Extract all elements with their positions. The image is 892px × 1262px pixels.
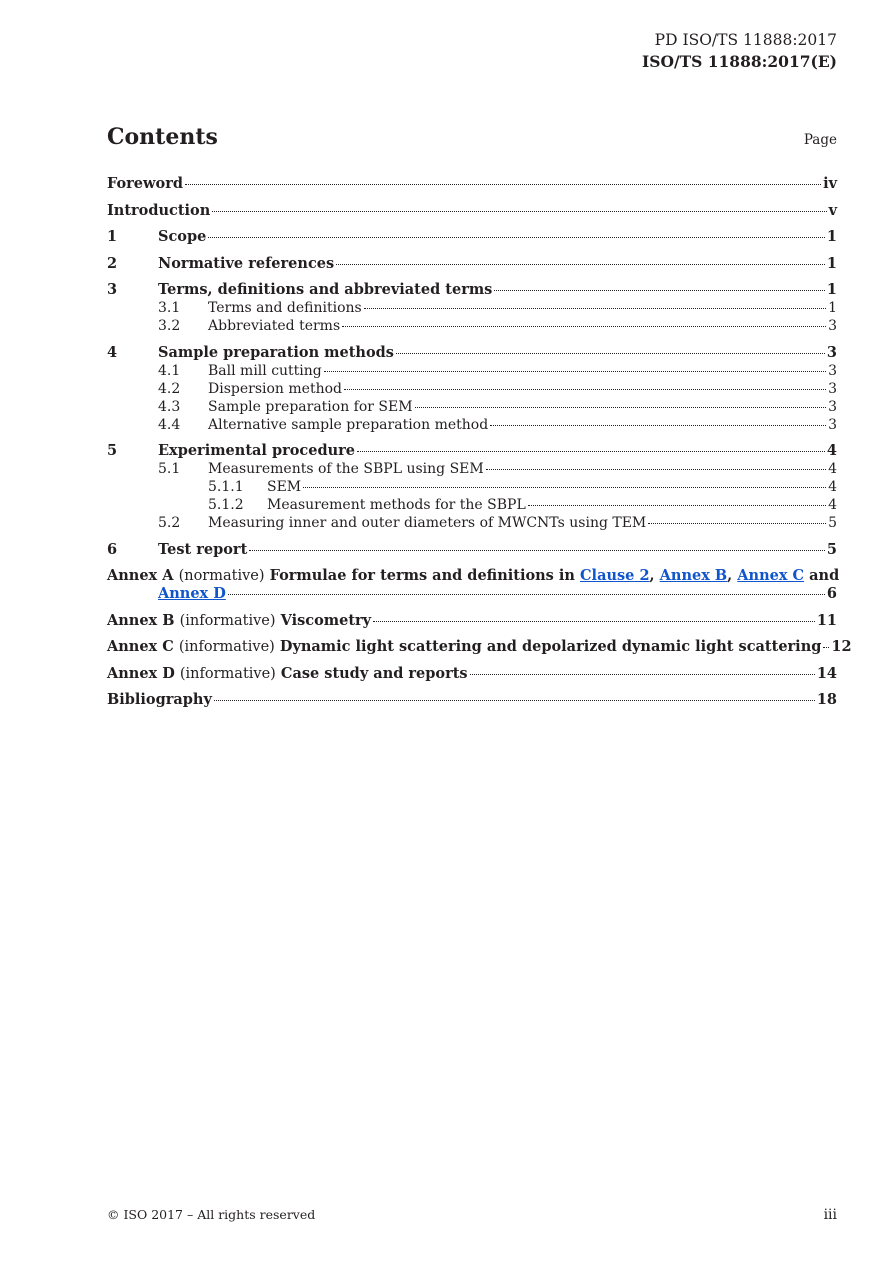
dot-leader xyxy=(490,425,826,426)
toc-entry-number: 4.3 xyxy=(158,398,181,415)
toc-entry-scope[interactable] xyxy=(107,228,837,246)
toc-entry-terms-definitions[interactable] xyxy=(107,281,837,299)
dot-leader xyxy=(336,264,825,265)
toc-entry-number: 3.2 xyxy=(158,318,181,334)
toc-entry-title: Measurement methods for the SBPL xyxy=(267,497,526,513)
toc-entry-page: 5 xyxy=(828,515,837,531)
toc-entry-terms-and-definitions[interactable] xyxy=(107,299,837,317)
dot-leader xyxy=(357,451,825,452)
toc-entry-ball-mill[interactable] xyxy=(107,362,837,380)
annex-label: Annex A xyxy=(107,567,174,584)
toc-entry-title: Terms, definitions and abbreviated terms xyxy=(158,281,493,298)
toc-entry-title: Measuring inner and outer diameters of MWCNTs using TEM xyxy=(208,515,647,531)
annex-kind: (informative) xyxy=(178,639,275,655)
toc-entry-page: 3 xyxy=(828,362,837,379)
annex-label: Annex C xyxy=(107,638,174,655)
annex-label: Annex D xyxy=(107,664,175,682)
toc-entry-title: Sample preparation methods xyxy=(158,343,394,361)
dot-leader xyxy=(494,290,825,291)
toc-entry-annex-a[interactable] xyxy=(107,567,840,603)
toc-entry-sem-preparation[interactable] xyxy=(107,398,837,416)
dot-leader xyxy=(249,550,825,551)
toc-entry-page: 4 xyxy=(828,497,837,513)
toc-entry-number: 5.1.2 xyxy=(208,497,244,513)
toc-entry-mwcnt-diameters[interactable] xyxy=(107,514,837,532)
toc-entry-page: 12 xyxy=(831,638,852,655)
header-iso-id: ISO/TS 11888:2017(E) xyxy=(642,52,837,71)
toc-entry-dispersion[interactable] xyxy=(107,380,837,398)
toc-entry-bibliography[interactable] xyxy=(107,691,837,709)
page-column-label: Page xyxy=(803,132,837,148)
toc-entry-page: 4 xyxy=(826,442,837,459)
document-header xyxy=(642,30,837,72)
annex-title: Viscometry xyxy=(280,611,372,629)
toc-entry-title: Introduction xyxy=(107,201,211,219)
toc-entry-page: 18 xyxy=(816,691,837,708)
annex-kind: (informative) xyxy=(179,665,276,682)
link-annex-d[interactable]: Annex D xyxy=(158,585,226,602)
toc-entry-introduction[interactable] xyxy=(107,202,837,220)
link-clause-2[interactable]: Clause 2 xyxy=(580,567,650,584)
toc-entry-title: Terms and definitions xyxy=(208,300,362,316)
toc-entry-number: 4.4 xyxy=(158,416,181,433)
dot-leader xyxy=(324,371,826,372)
link-annex-b[interactable]: Annex B xyxy=(659,567,728,584)
page-footer xyxy=(107,1207,837,1223)
dot-leader xyxy=(396,353,825,354)
toc-entry-title: Abbreviated terms xyxy=(208,318,341,334)
toc-entry-page: 3 xyxy=(828,318,837,334)
dot-leader xyxy=(303,487,826,488)
dot-leader xyxy=(470,674,815,675)
toc-entry-sbpl-methods[interactable] xyxy=(107,496,837,514)
copyright-notice: © ISO 2017 – All rights reserved xyxy=(107,1207,316,1222)
toc-entry-title: Sample preparation for SEM xyxy=(208,398,413,415)
toc-entry-sem[interactable] xyxy=(107,478,837,496)
toc-entry-page: 1 xyxy=(826,254,837,272)
dot-leader xyxy=(185,184,821,185)
page-number: iii xyxy=(823,1207,837,1223)
toc-entry-page: 1 xyxy=(826,281,837,298)
toc-entry-foreword[interactable] xyxy=(107,175,837,193)
toc-entry-title: Measurements of the SBPL using SEM xyxy=(208,461,484,477)
annex-and: and xyxy=(809,567,840,584)
annex-kind: (normative) xyxy=(178,568,265,584)
toc-entry-title: Experimental procedure xyxy=(158,442,356,459)
dot-leader xyxy=(823,647,829,648)
link-annex-c[interactable]: Annex C xyxy=(737,567,805,584)
toc-entry-number: 6 xyxy=(107,540,118,558)
dot-leader xyxy=(228,594,825,595)
dot-leader xyxy=(342,326,826,327)
toc-entry-page: iv xyxy=(823,175,837,192)
toc-entry-normative-references[interactable] xyxy=(107,255,837,273)
toc-entry-title: Dispersion method xyxy=(208,380,342,397)
dot-leader xyxy=(344,389,826,390)
dot-leader xyxy=(214,700,815,701)
annex-title: Formulae for terms and definitions in xyxy=(269,567,575,584)
dot-leader xyxy=(364,308,826,309)
separator-comma: , xyxy=(727,567,733,584)
dot-leader xyxy=(486,469,826,470)
annex-kind: (informative) xyxy=(179,612,276,629)
toc-entry-page: 1 xyxy=(828,300,837,316)
toc-entry-number: 3 xyxy=(107,281,118,298)
toc-entry-title: SEM xyxy=(267,479,302,495)
toc-entry-abbreviated-terms[interactable] xyxy=(107,317,837,335)
toc-entry-experimental-procedure[interactable] xyxy=(107,442,837,460)
toc-entry-number: 4 xyxy=(107,343,118,361)
dot-leader xyxy=(373,621,815,622)
toc-entry-title: Alternative sample preparation method xyxy=(208,416,489,433)
toc-entry-page: 3 xyxy=(828,380,837,397)
toc-entry-number: 5.2 xyxy=(158,515,181,531)
toc-entry-title: Ball mill cutting xyxy=(208,362,322,379)
toc-entry-page: 3 xyxy=(828,398,837,415)
toc-entry-page: 3 xyxy=(826,343,837,361)
separator-comma: , xyxy=(649,567,655,584)
annex-title: Dynamic light scattering and depolarized dynamic light scattering xyxy=(279,638,822,655)
toc-entry-alternative-preparation[interactable] xyxy=(107,416,837,434)
toc-entry-test-report[interactable] xyxy=(107,541,837,559)
toc-entry-page: 1 xyxy=(826,228,837,245)
toc-entry-number: 5.1 xyxy=(158,461,181,477)
toc-entry-title: Test report xyxy=(158,540,248,558)
dot-leader xyxy=(212,211,826,212)
toc-entry-title: Normative references xyxy=(158,254,335,272)
dot-leader xyxy=(648,523,826,524)
toc-entry-annex-c[interactable] xyxy=(107,638,852,656)
dot-leader xyxy=(208,237,825,238)
toc-entry-page: 3 xyxy=(828,416,837,433)
toc-entry-title: Foreword xyxy=(107,175,183,192)
table-of-contents xyxy=(107,175,852,709)
toc-entry-page: 4 xyxy=(828,479,837,495)
toc-entry-page: 6 xyxy=(826,585,837,602)
toc-entry-page: 5 xyxy=(826,540,837,558)
toc-entry-title: Bibliography xyxy=(107,691,212,708)
toc-entry-annex-d[interactable] xyxy=(107,665,837,683)
toc-entry-page: v xyxy=(828,201,837,219)
toc-entry-number: 3.1 xyxy=(158,300,181,316)
toc-entry-sbpl-measurements[interactable] xyxy=(107,460,837,478)
toc-entry-number: 1 xyxy=(107,228,118,245)
header-pd-id: PD ISO/TS 11888:2017 xyxy=(654,31,837,49)
dot-leader xyxy=(528,505,826,506)
toc-entry-page: 14 xyxy=(816,664,837,682)
toc-entry-number: 5 xyxy=(107,442,118,459)
toc-entry-title: Scope xyxy=(158,228,207,245)
toc-entry-sample-preparation[interactable] xyxy=(107,344,837,362)
dot-leader xyxy=(415,407,827,408)
toc-entry-number: 5.1.1 xyxy=(208,479,244,495)
toc-entry-page: 11 xyxy=(816,611,837,629)
toc-entry-number: 4.2 xyxy=(158,380,181,397)
contents-title: Contents xyxy=(107,124,218,150)
toc-entry-number: 2 xyxy=(107,254,118,272)
annex-label: Annex B xyxy=(107,611,175,629)
toc-entry-number: 4.1 xyxy=(158,362,181,379)
toc-entry-page: 4 xyxy=(828,461,837,477)
annex-title: Case study and reports xyxy=(280,664,468,682)
contents-title-row xyxy=(107,124,837,150)
toc-entry-annex-b[interactable] xyxy=(107,612,837,630)
